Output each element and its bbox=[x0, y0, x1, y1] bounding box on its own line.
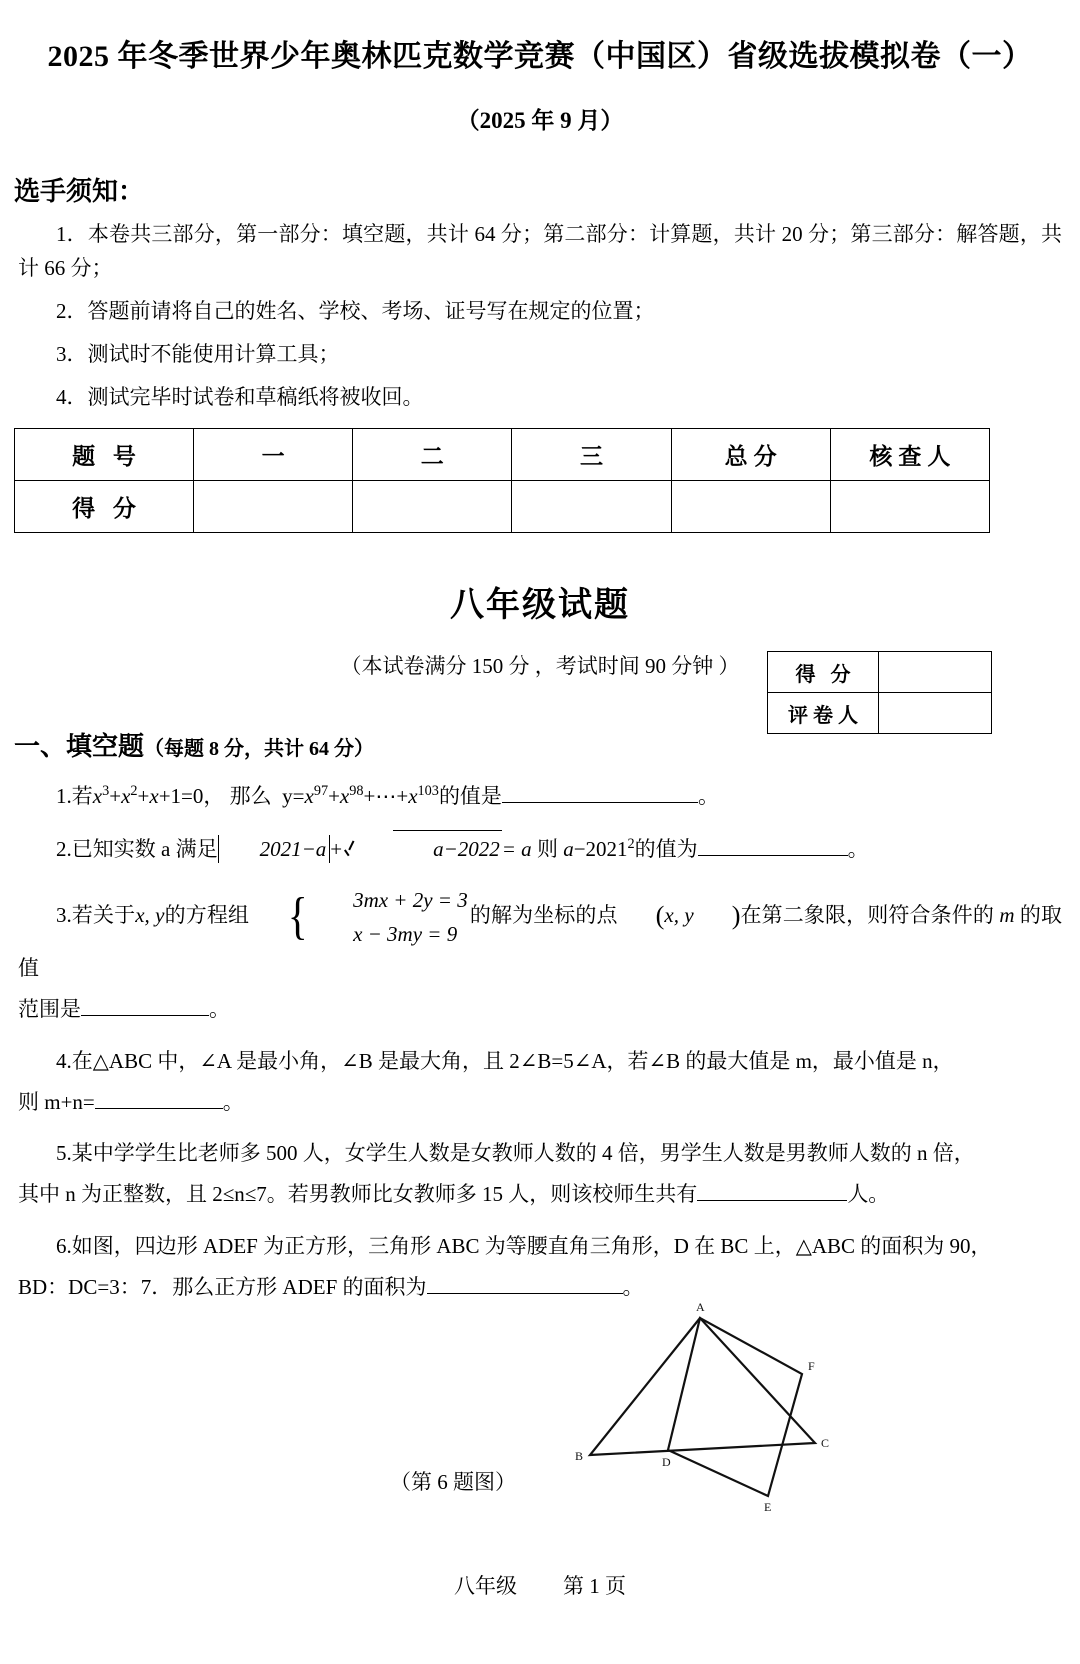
score-cell-part2[interactable] bbox=[353, 480, 512, 532]
q3-equation-2: x − 3my = 9 bbox=[353, 922, 458, 947]
q2-equals: = a bbox=[501, 836, 532, 861]
section-heading-main: 一、填空题 bbox=[14, 731, 145, 761]
q1-var-y: y bbox=[282, 783, 293, 808]
table-row bbox=[15, 428, 990, 480]
q1-equals: = bbox=[292, 783, 305, 808]
q3-line2-lead: 范围是 bbox=[18, 997, 81, 1022]
question-2 bbox=[0, 814, 1080, 867]
question-4-line2 bbox=[0, 1079, 1080, 1120]
figure-caption: （第 6 题图） bbox=[390, 1470, 516, 1494]
question-4 bbox=[0, 1028, 1080, 1079]
q1-then: 那么 bbox=[229, 783, 272, 808]
q3-equation-system bbox=[251, 883, 468, 951]
system-brace-icon: { bbox=[287, 888, 308, 946]
figure-label-a: A bbox=[696, 1300, 705, 1314]
triangle-abc bbox=[590, 1318, 815, 1455]
q3-after-3: 的取值 bbox=[18, 902, 1063, 981]
score-cell-total[interactable] bbox=[671, 480, 830, 532]
grader-score-box bbox=[767, 651, 992, 734]
q3-point-open-paren: ( bbox=[655, 900, 665, 930]
figure-label-e: E bbox=[764, 1500, 772, 1514]
q1-answer-blank[interactable] bbox=[502, 802, 698, 803]
q6-period: 。 bbox=[622, 1275, 644, 1299]
figure-label-b: B bbox=[575, 1449, 584, 1463]
q3-after-2: 在第二象限，则符合条件的 bbox=[740, 902, 994, 927]
q1-dots: +⋯+ bbox=[363, 783, 409, 808]
q2-absolute-value: 2021−a bbox=[218, 835, 331, 863]
figure-label-d: D bbox=[662, 1455, 671, 1469]
q1-plus-3: + bbox=[328, 783, 340, 808]
q3-equation-1: 3mx + 2y = 3 bbox=[353, 888, 468, 913]
notice-item-2: 2．答题前请将自己的姓名、学校、考场、证号写在规定的位置； bbox=[56, 298, 655, 323]
q2-lead: 已知实数 a 满足 bbox=[71, 836, 218, 861]
q3-period: 。 bbox=[209, 997, 230, 1022]
q1-period: 。 bbox=[697, 783, 719, 808]
notice-item-1: 1．本卷共三部分，第一部分：填空题，共计 64 分；第二部分：计算题，共计 20 分；第三部分：解答题，共计 66 分； bbox=[18, 221, 1062, 280]
q2-sup-2: 2 bbox=[627, 835, 635, 852]
score-cell-checker[interactable] bbox=[830, 480, 989, 532]
q3-lead: 若关于 bbox=[71, 902, 136, 927]
q5-answer-blank[interactable] bbox=[697, 1200, 847, 1201]
grader-box-grader-value[interactable] bbox=[879, 693, 992, 734]
q3-after-1: 的解为坐标的点 bbox=[469, 902, 618, 927]
question-1 bbox=[0, 763, 1080, 814]
table-row bbox=[768, 693, 992, 734]
q1-var-x98: x bbox=[339, 783, 350, 808]
q2-sqrt-radicand: a−2022 bbox=[393, 830, 502, 867]
q2-var-a: a bbox=[563, 836, 574, 861]
q2-minus: −2021 bbox=[573, 836, 628, 861]
q3-var-m: m bbox=[999, 902, 1015, 927]
q4-answer-blank[interactable] bbox=[95, 1108, 223, 1109]
q1-var-x1: x bbox=[92, 783, 103, 808]
q3-answer-blank[interactable] bbox=[81, 1015, 209, 1016]
q2-square-root bbox=[342, 830, 502, 867]
q4-line2-lead: 则 m+n= bbox=[18, 1089, 95, 1114]
q4-line1: 在△ABC 中，∠A 是最小角，∠B 是最大角，且 2∠B=5∠A，若∠B 的最大值是 m，最小值是 n， bbox=[71, 1048, 954, 1073]
table-row bbox=[15, 480, 990, 532]
question-6-line2 bbox=[0, 1264, 1080, 1305]
score-table-header-part2: 二 bbox=[353, 428, 512, 480]
q1-var-x103: x bbox=[408, 783, 418, 808]
document-title: 2025 年冬季世界少年奥林匹克数学竞赛（中国区）省级选拔模拟卷（一） bbox=[47, 40, 1033, 73]
q5-line1: 某中学学生比老师多 500 人，女学生人数是女教师人数的 4 倍，男学生人数是男教师人数的 n 倍， bbox=[71, 1141, 975, 1166]
question-3-line2 bbox=[0, 986, 1080, 1027]
q1-exp-97: 97 bbox=[313, 782, 329, 799]
q3-mid: 的方程组 bbox=[164, 902, 250, 927]
question-5 bbox=[0, 1120, 1080, 1171]
q6-line2-lead: BD：DC=3：7．那么正方形 ADEF 的面积为 bbox=[18, 1275, 427, 1299]
q1-plus-2: + bbox=[137, 783, 150, 808]
q5-line2-lead: 其中 n 为正整数，且 2≤n≤7。若男教师比女教师多 15 人，则该校师生共有 bbox=[18, 1182, 698, 1207]
q1-exp-3: 3 bbox=[102, 782, 110, 799]
notice-item-3: 3．测试时不能使用计算工具； bbox=[56, 341, 340, 366]
score-table-header-label: 题 号 bbox=[15, 428, 194, 480]
q3-point-close-paren: ) bbox=[731, 900, 741, 930]
score-cell-part3[interactable] bbox=[512, 480, 671, 532]
q1-lead: 若 bbox=[71, 783, 93, 808]
q6-answer-blank[interactable] bbox=[427, 1293, 623, 1294]
question-6-figure bbox=[565, 1300, 865, 1515]
q6-number: 6. bbox=[56, 1233, 72, 1258]
grader-box-score-value[interactable] bbox=[879, 652, 992, 693]
q2-number: 2. bbox=[56, 836, 72, 861]
q3-vars: x, y bbox=[135, 902, 165, 927]
q4-period: 。 bbox=[222, 1089, 244, 1114]
q4-number: 4. bbox=[56, 1048, 72, 1073]
notice-heading: 选手须知： bbox=[14, 176, 145, 206]
q2-then: 则 bbox=[536, 836, 558, 861]
table-row bbox=[768, 652, 992, 693]
question-5-line2 bbox=[0, 1171, 1080, 1212]
grader-box-score-label: 得 分 bbox=[768, 652, 879, 693]
q1-exp-2: 2 bbox=[130, 782, 138, 799]
grade-title: 八年级试题 bbox=[450, 586, 630, 624]
q5-line2-tail: 人。 bbox=[847, 1182, 890, 1207]
q5-number: 5. bbox=[56, 1141, 72, 1166]
grader-box-grader-label: 评卷人 bbox=[768, 693, 879, 734]
q1-var-x3: x bbox=[149, 783, 159, 808]
q3-number: 3. bbox=[56, 902, 72, 927]
q3-point: x, y bbox=[664, 902, 694, 927]
question-3 bbox=[0, 867, 1080, 986]
score-cell-part1[interactable] bbox=[194, 480, 353, 532]
score-table-header-total: 总分 bbox=[671, 428, 830, 480]
page-footer bbox=[0, 1570, 1080, 1600]
figure-label-c: C bbox=[821, 1436, 830, 1450]
section-heading-sub: （每题 8 分，共计 64 分） bbox=[144, 737, 375, 760]
question-6 bbox=[0, 1213, 1080, 1264]
q2-plus: + bbox=[330, 836, 343, 861]
geometry-diagram-svg bbox=[565, 1300, 865, 1515]
q1-exp-103: 103 bbox=[417, 782, 439, 799]
score-table-header-part1: 一 bbox=[194, 428, 353, 480]
q1-plus-1: + bbox=[109, 783, 122, 808]
q1-var-x97: x bbox=[304, 783, 314, 808]
score-summary-table bbox=[14, 428, 990, 533]
footer-page-number: 第 1 页 bbox=[563, 1574, 626, 1598]
q2-answer-blank[interactable] bbox=[698, 855, 848, 856]
q1-after: 的值是 bbox=[438, 783, 502, 808]
q2-period: 。 bbox=[847, 836, 869, 861]
exam-meta: （本试卷满分 150 分 ，考试时间 90 分钟 ） bbox=[340, 653, 740, 678]
q1-number: 1. bbox=[56, 783, 72, 808]
score-table-row-label: 得 分 bbox=[15, 480, 194, 532]
q1-var-x2: x bbox=[121, 783, 131, 808]
score-table-header-checker: 核查人 bbox=[830, 428, 989, 480]
footer-grade: 八年级 bbox=[454, 1574, 517, 1598]
q6-line1: 如图，四边形 ADEF 为正方形，三角形 ABC 为等腰直角三角形，D 在 BC 上，△ABC 的面积为 90， bbox=[71, 1233, 992, 1258]
figure-label-f: F bbox=[808, 1359, 815, 1373]
q1-exp-98: 98 bbox=[349, 782, 364, 799]
q1-tail: +1=0， bbox=[158, 783, 225, 808]
notice-item-4: 4．测试完毕时试卷和草稿纸将被收回。 bbox=[56, 384, 424, 409]
score-table-header-part3: 三 bbox=[512, 428, 671, 480]
document-subtitle: （2025 年 9 月） bbox=[456, 107, 624, 133]
q2-after: 的值为 bbox=[634, 836, 698, 861]
